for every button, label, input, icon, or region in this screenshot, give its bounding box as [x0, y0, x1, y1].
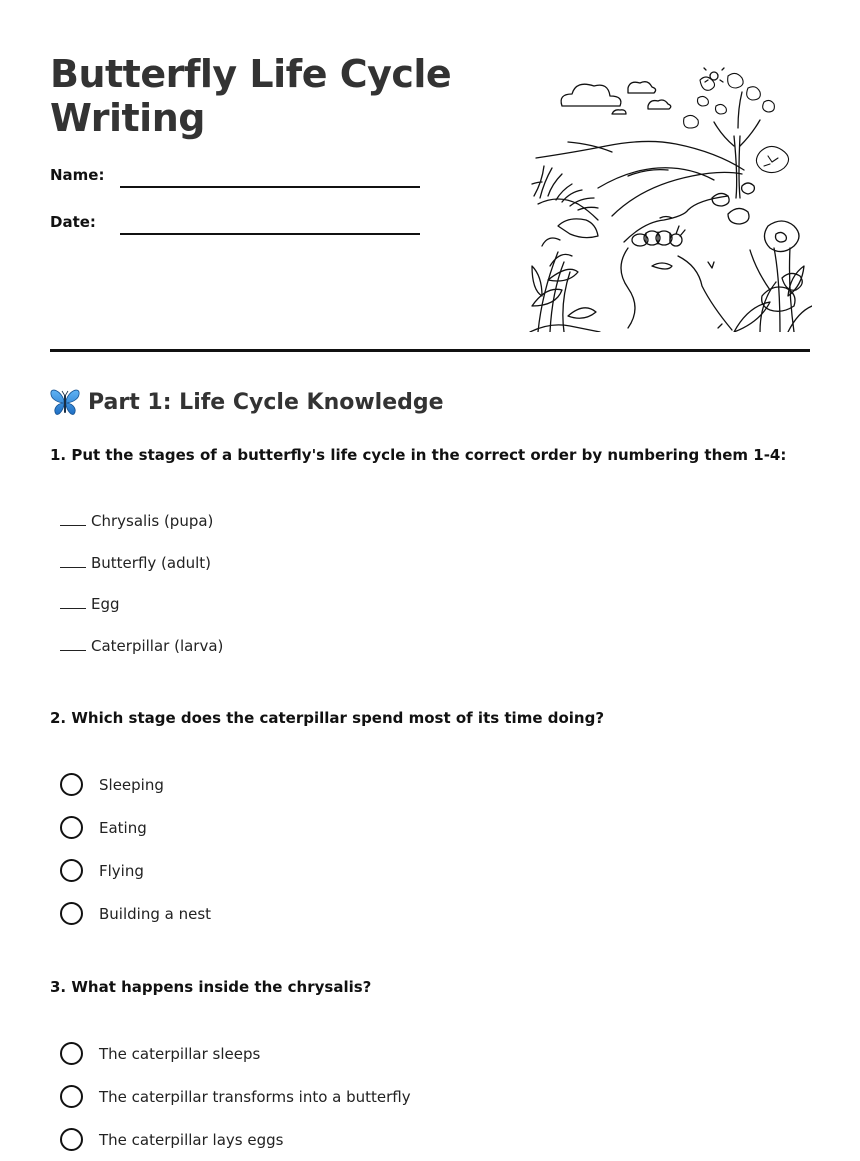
q3-option-transforms[interactable] [60, 1085, 411, 1108]
option-label: The caterpillar transforms into a butterfly [99, 1087, 411, 1106]
option-label: Sleeping [99, 775, 164, 794]
order-item-egg[interactable] [60, 595, 120, 613]
order-item-label: Butterfly (adult) [91, 554, 212, 572]
order-item-label: Caterpillar (larva) [91, 637, 224, 655]
title-line-2: Writing [50, 96, 205, 140]
q2-option-building-nest[interactable] [60, 902, 211, 925]
option-label: Building a nest [99, 904, 212, 923]
date-label: Date: [50, 213, 96, 231]
name-field[interactable] [120, 186, 420, 188]
radio-button[interactable] [60, 859, 83, 882]
radio-button[interactable] [60, 1042, 83, 1065]
order-item-chrysalis[interactable] [60, 512, 213, 530]
part1-heading-text: Part 1: Life Cycle Knowledge [88, 389, 444, 415]
radio-button[interactable] [60, 816, 83, 839]
option-label: The caterpillar lays eggs [99, 1130, 284, 1149]
order-blank[interactable] [60, 638, 86, 651]
name-label: Name: [50, 166, 105, 184]
part1-heading [50, 388, 444, 416]
q2-option-flying[interactable] [60, 859, 144, 882]
radio-button[interactable] [60, 902, 83, 925]
q3-option-lays-eggs[interactable] [60, 1128, 283, 1151]
garden-caterpillar-illustration [528, 66, 812, 332]
section-divider [50, 349, 810, 352]
question-1-prompt: 1. Put the stages of a butterfly's life cycle in the correct order by numbering them 1-4: [50, 446, 787, 464]
order-item-label: Egg [91, 595, 120, 613]
q2-option-eating[interactable] [60, 816, 147, 839]
order-blank[interactable] [60, 513, 86, 526]
question-2-prompt: 2. Which stage does the caterpillar spend most of its time doing? [50, 709, 605, 727]
butterfly-icon [50, 388, 80, 416]
radio-button[interactable] [60, 773, 83, 796]
radio-button[interactable] [60, 1128, 83, 1151]
date-field[interactable] [120, 233, 420, 235]
q3-option-sleeps[interactable] [60, 1042, 260, 1065]
order-blank[interactable] [60, 596, 86, 609]
radio-button[interactable] [60, 1085, 83, 1108]
order-blank[interactable] [60, 555, 86, 568]
option-label: The caterpillar sleeps [99, 1044, 261, 1063]
q2-option-sleeping[interactable] [60, 773, 164, 796]
order-item-label: Chrysalis (pupa) [91, 512, 214, 530]
title-line-1: Butterfly Life Cycle [50, 52, 452, 96]
option-label: Eating [99, 818, 147, 837]
order-item-butterfly[interactable] [60, 554, 211, 572]
worksheet-title [50, 52, 451, 140]
option-label: Flying [99, 861, 144, 880]
question-3-prompt: 3. What happens inside the chrysalis? [50, 978, 372, 996]
order-item-caterpillar[interactable] [60, 637, 223, 655]
